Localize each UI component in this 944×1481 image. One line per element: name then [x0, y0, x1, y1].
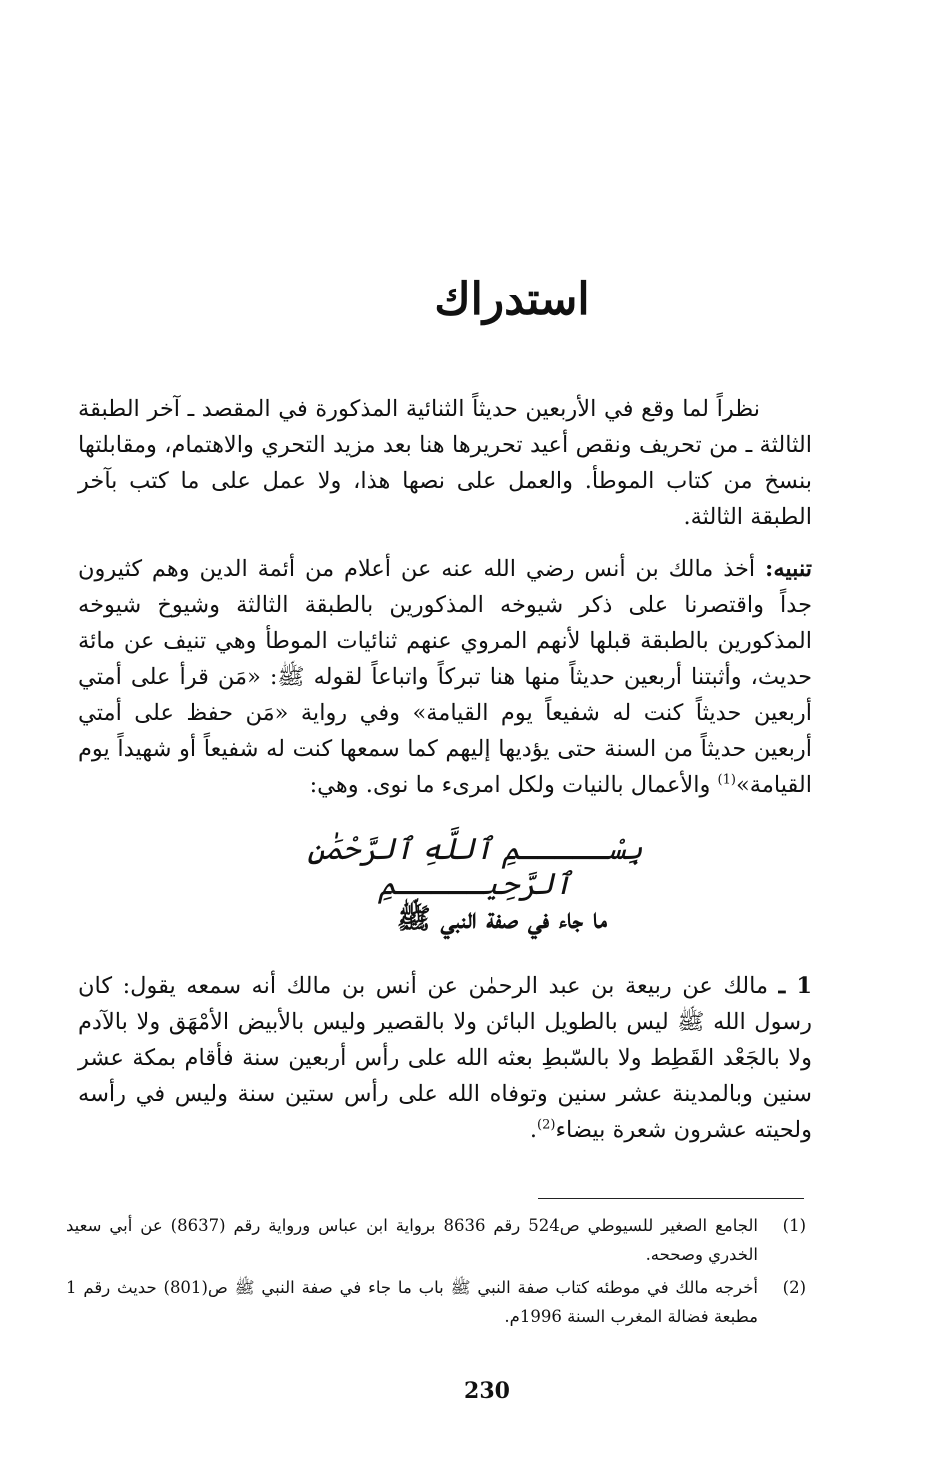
hadith-text-end: .	[529, 1117, 537, 1143]
footnote-text: أخرجه مالك في موطئه كتاب صفة النبي ﷺ باب ما جاء في صفة النبي ﷺ ص(801) حديث رقم 1 مطبعة فضالة المغرب السنة 1996م.	[66, 1278, 758, 1326]
page-title: استدراك	[434, 274, 590, 325]
note-paragraph	[78, 551, 812, 803]
note-text: أخذ مالك بن أنس رضي الله عنه عن أعلام من أئمة الدين وهم كثيرون جداً واقتصرنا على ذكر شيوخه المذكورين بالطبقة الثالثة وشيوخ شيوخه المذكورين بالطبقة قبلها لأنهم المروي عنهم ثنائيات الموطأ وهي تنيف عن مائة حديث، وأثبتنا أربعين حديثاً منها هنا تبركاً واتباعاً لقوله ﷺ: «مَن قرأ على أمتي أربعين حديثاً كنت له شفيعاً يوم القيامة» وفي رواية «مَن حفظ على أمتي أربعين حديثاً من السنة حتى يؤديها إليهم كما سمعها كنت له شفيعاً أو شهيداً يوم القيامة»	[78, 556, 812, 798]
hadith-text-block	[78, 968, 812, 1148]
intro-paragraph	[78, 391, 812, 535]
footnote-number: (1)	[782, 1216, 806, 1235]
section-heading: ما جاء في صفة النبي ﷺ	[396, 902, 608, 935]
hadith-paragraph	[78, 968, 812, 1148]
footnote-ref-1[interactable]: (1)	[717, 772, 736, 788]
footnote-number: (2)	[782, 1278, 806, 1297]
page-number: 230	[464, 1378, 510, 1404]
basmala-calligraphy: بِسْـــــمِ ٱللَّهِ ٱلرَّحْمَٰنِ ٱلرَّحِيـــــمِ	[307, 832, 643, 902]
hadith-number: 1 ـ	[778, 973, 812, 999]
footnote-1	[66, 1211, 806, 1269]
footnote-ref-2[interactable]: (2)	[537, 1117, 556, 1133]
footnote-divider	[538, 1198, 804, 1199]
note-text-end: والأعمال بالنيات ولكل امرىء ما نوى. وهي:	[309, 772, 718, 798]
footnote-2	[66, 1273, 806, 1331]
note-label: تنبيه:	[765, 556, 813, 582]
footnotes	[66, 1211, 806, 1335]
note-text-block	[78, 551, 812, 803]
intro-text: نظراً لما وقع في الأربعين حديثاً الثنائية المذكورة في المقصد ـ آخر الطبقة الثالثة ـ من تحريف ونقص أعيد تحريرها هنا بعد مزيد التحري والاهتمام، ومقابلتها بنسخ من كتاب الموطأ. والعمل على نصها هذا، ولا عمل على ما كتب بآخر الطبقة الثالثة.	[78, 396, 812, 530]
footnote-text: الجامع الصغير للسيوطي ص524 رقم 8636 برواية ابن عباس ورواية رقم (8637) عن أبي سعيد الخدري وصححه.	[66, 1216, 759, 1264]
hadith-text: مالك عن ربيعة بن عبد الرحمٰن عن أنس بن مالك أنه سمعه يقول: كان رسول الله ﷺ ليس بالطويل البائن ولا بالقصير وليس بالأبيض الأمْهَق ولا بالآدم ولا بالجَعْد القَطِط ولا بالسّبطِ بعثه الله على رأس أربعين سنة فأقام بمكة عشر سنين وبالمدينة عشر سنين وتوفاه الله على رأس ستين سنة وليس في رأسه ولحيته عشرون شعرة بيضاء	[78, 973, 812, 1143]
